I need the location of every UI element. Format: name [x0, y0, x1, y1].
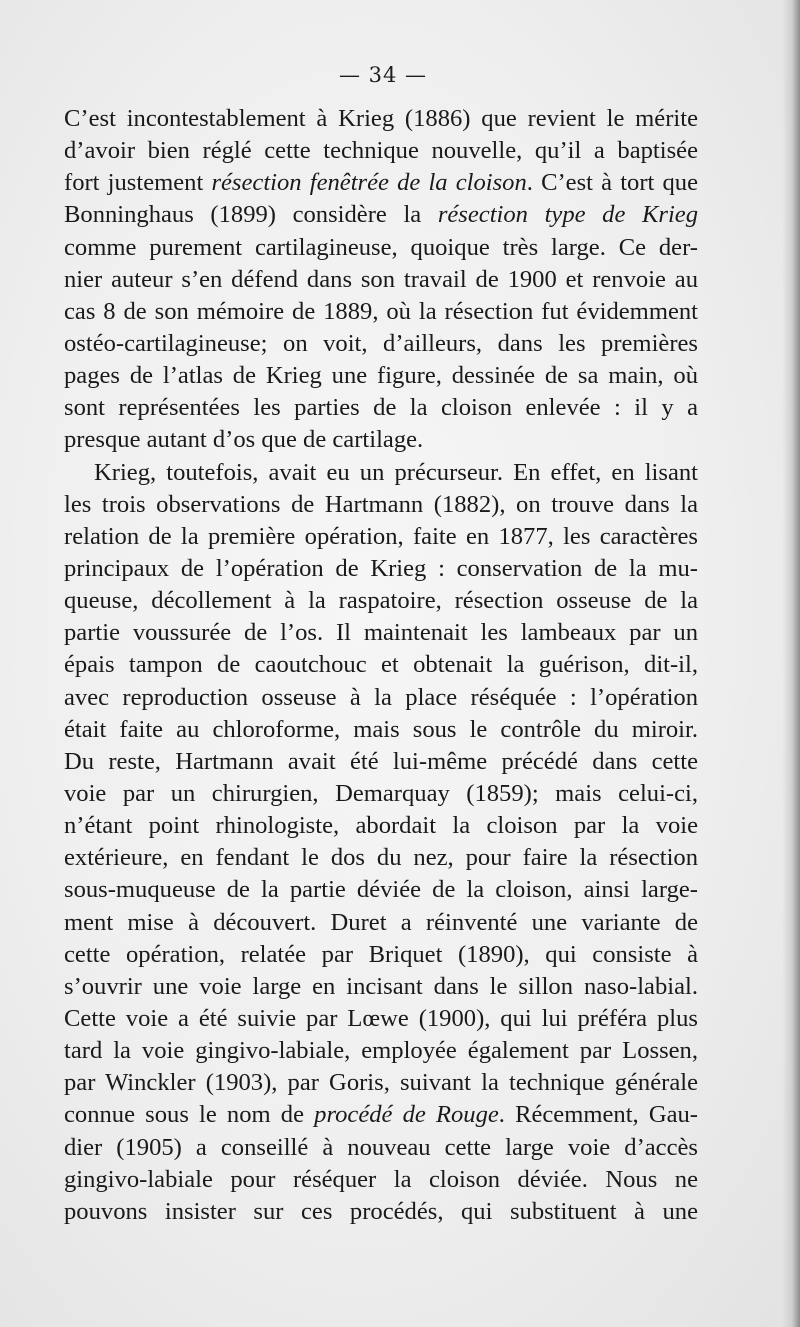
- text-line: [64, 521, 698, 553]
- text-segment: d’avoir bien réglé cette technique nouvelle, qu’il a baptisée: [64, 137, 698, 165]
- text-segment: fort justement: [64, 169, 212, 197]
- text-segment: n’étant point rhinologiste, abordait la cloison par la voie: [64, 812, 698, 840]
- text-line: [64, 1067, 698, 1099]
- text-segment: relation de la première opération, faite en 1877, les caractères: [64, 522, 698, 550]
- text-line: [64, 746, 698, 778]
- text-segment: sous-muqueuse de la partie déviée de la cloison, ainsi large-: [64, 876, 698, 904]
- text-segment: ostéo-cartilagineuse; on voit, d’ailleurs, dans les premières: [64, 329, 698, 357]
- page-number: — 34 —: [338, 63, 428, 87]
- text-segment: pouvons insister sur ces procédés, qui substituent à une: [64, 1197, 698, 1225]
- text-line: [64, 939, 698, 971]
- text-line: [64, 392, 698, 424]
- text-line: [64, 103, 698, 135]
- text-line: [64, 553, 698, 585]
- text-segment: Du reste, Hartmann avait été lui-même précédé dans cette: [64, 747, 698, 775]
- text-line: [64, 971, 698, 1003]
- text-segment: extérieure, en fendant le dos du nez, pour faire la résection: [64, 844, 698, 872]
- text-segment: ment mise à découvert. Duret a réinventé une variante de: [64, 908, 698, 936]
- text-segment: avec reproduction osseuse à la place réséquée : l’opération: [64, 683, 698, 711]
- text-segment: s’ouvrir une voie large en incisant dans le sillon naso-labial.: [64, 972, 698, 1000]
- text-segment: gingivo-labiale pour réséquer la cloison déviée. Nous ne: [64, 1165, 698, 1193]
- text-segment: principaux de l’opération de Krieg : conservation de la mu-: [64, 554, 698, 582]
- text-line: [64, 457, 698, 489]
- text-segment: . Récemment, Gau-: [498, 1101, 698, 1129]
- text-line: [64, 874, 698, 906]
- text-segment: dier (1905) a conseillé à nouveau cette large voie d’accès: [64, 1133, 698, 1161]
- text-segment: Bonninghaus (1899) considère la: [64, 201, 438, 229]
- text-line: [64, 135, 698, 167]
- text-segment: pages de l’atlas de Krieg une figure, dessinée de sa main, où: [64, 362, 698, 390]
- text-line: [64, 585, 698, 617]
- text-line: [64, 907, 698, 939]
- text-segment: partie voussurée de l’os. Il maintenait les lambeaux par un: [64, 619, 698, 647]
- text-segment: C’est incontestablement à Krieg (1886) que revient le mérite: [64, 105, 698, 132]
- text-line: [64, 328, 698, 360]
- text-line: [64, 1164, 698, 1196]
- text-segment: queuse, décollement à la raspatoire, résection osseuse de la: [64, 587, 698, 615]
- page-edge-shadow: [782, 0, 800, 1327]
- text-segment: les trois observations de Hartmann (1882), on trouve dans la: [64, 490, 698, 518]
- text-line: [64, 714, 698, 746]
- text-segment: cette opération, relatée par Briquet (1890), qui consiste à: [64, 940, 698, 968]
- text-segment: par Winckler (1903), par Goris, suivant la technique générale: [64, 1069, 698, 1097]
- text-line: [64, 778, 698, 810]
- text-segment: épais tampon de caoutchouc et obtenait la guérison, dit-il,: [64, 651, 698, 679]
- body-text: [64, 103, 698, 1228]
- text-line: [64, 1196, 698, 1228]
- text-line: [64, 842, 698, 874]
- text-segment: nier auteur s’en défend dans son travail de 1900 et renvoie au: [64, 265, 698, 293]
- text-segment: connue sous le nom de: [64, 1101, 315, 1129]
- italic-text-segment: résection type de Krieg: [437, 201, 698, 229]
- text-segment: sont représentées les parties de la cloison enlevée : il y a: [64, 394, 698, 422]
- text-line: [64, 1003, 698, 1035]
- text-segment: Krieg, toutefois, avait eu un précurseur. En effet, en lisant: [94, 458, 698, 486]
- text-segment: presque autant d’os que de cartilage.: [64, 426, 424, 454]
- text-segment: Cette voie a été suivie par Lœwe (1900), qui lui préféra plus: [64, 1004, 698, 1032]
- italic-text-segment: résection fenêtrée de la cloison: [211, 169, 527, 197]
- text-segment: . C’est à tort que: [526, 169, 698, 197]
- text-line: [64, 296, 698, 328]
- text-line: [64, 167, 698, 199]
- text-segment: tard la voie gingivo-labiale, employée également par Lossen,: [64, 1037, 698, 1065]
- text-segment: comme purement cartilagineuse, quoique très large. Ce der-: [64, 233, 698, 261]
- text-line: [64, 1132, 698, 1164]
- text-segment: était faite au chloroforme, mais sous le contrôle du miroir.: [64, 715, 698, 743]
- text-segment: cas 8 de son mémoire de 1889, où la résection fut évidemment: [64, 297, 698, 325]
- italic-text-segment: procédé de Rouge: [314, 1101, 499, 1129]
- text-line: [64, 810, 698, 842]
- text-line: [64, 232, 698, 264]
- text-line: [64, 199, 698, 231]
- text-line: [64, 360, 698, 392]
- text-line: [64, 1035, 698, 1067]
- text-segment: voie par un chirurgien, Demarquay (1859); mais celui-ci,: [64, 779, 698, 807]
- text-line: [64, 649, 698, 681]
- text-line: [64, 1099, 698, 1131]
- text-line: [64, 682, 698, 714]
- text-line: [64, 424, 698, 456]
- text-line: [64, 617, 698, 649]
- text-line: [64, 264, 698, 296]
- text-line: [64, 489, 698, 521]
